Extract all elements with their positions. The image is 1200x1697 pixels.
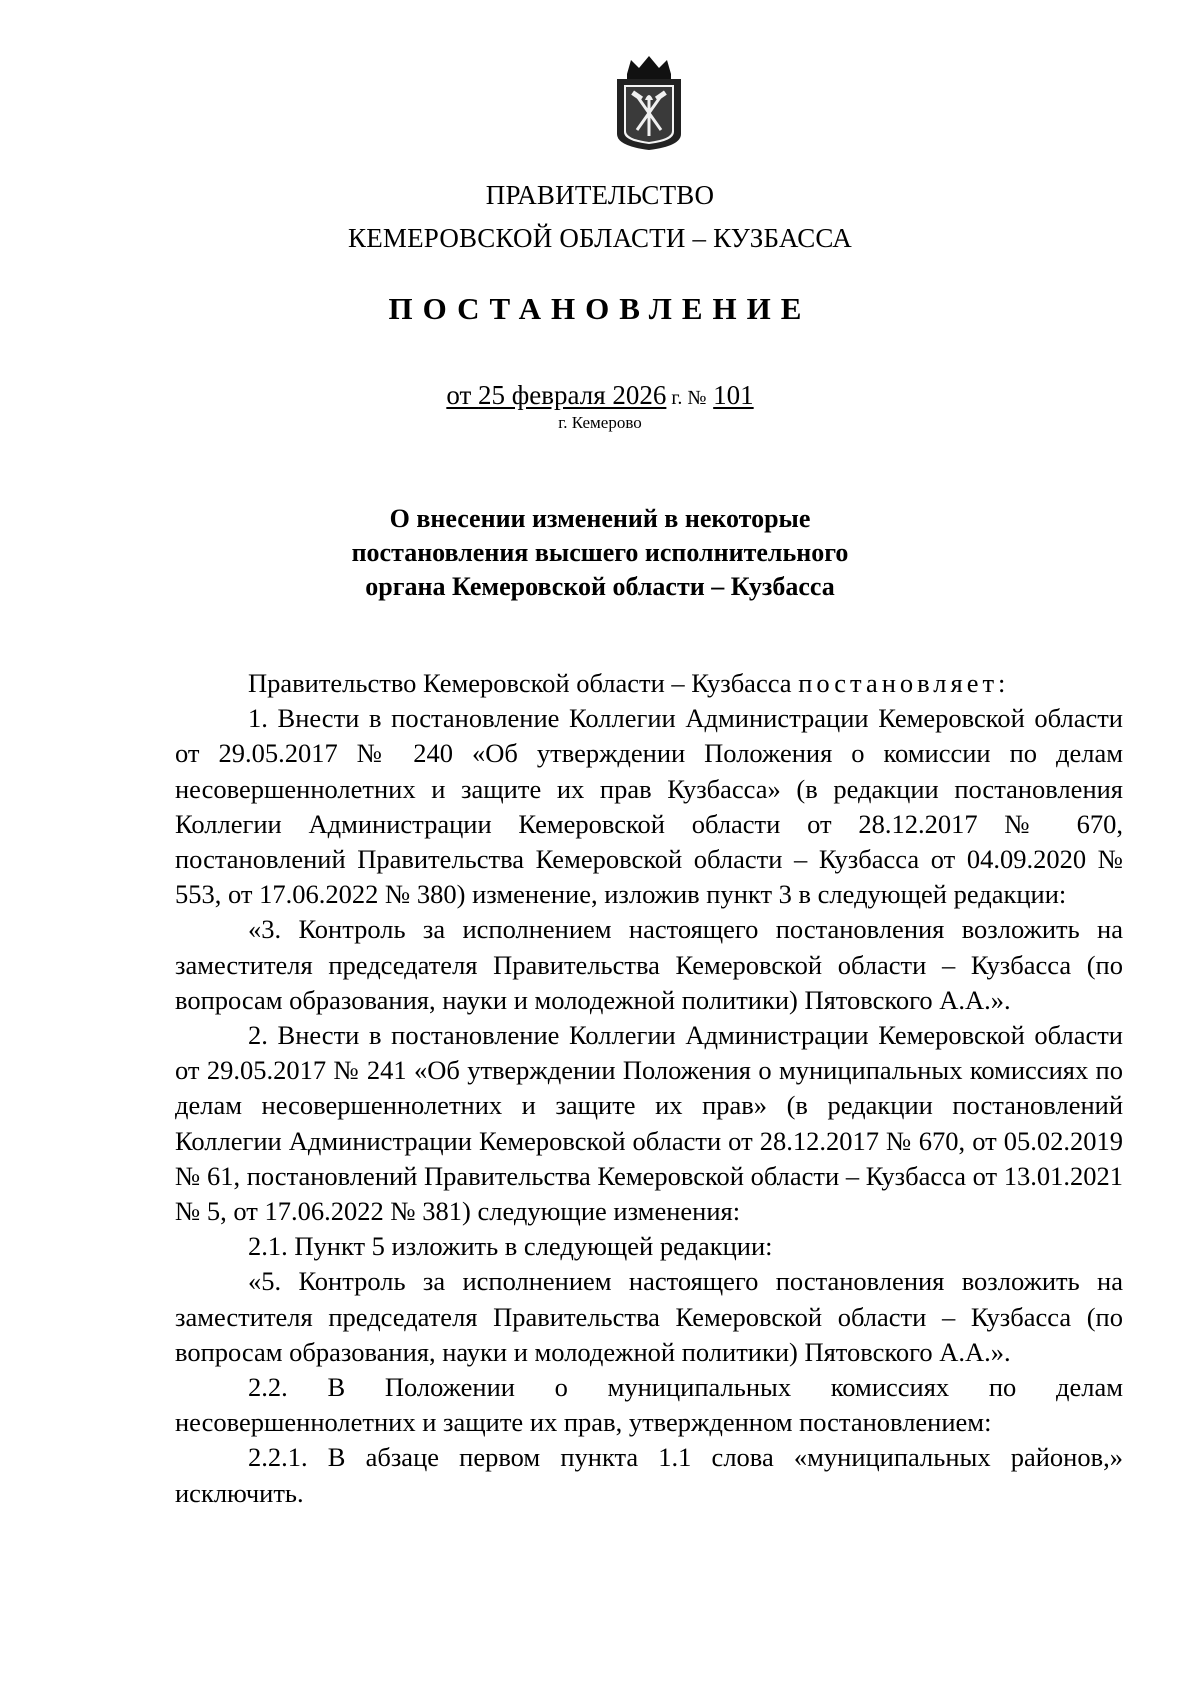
document-number: 101 — [713, 380, 754, 410]
org-name-line2: КЕМЕРОВСКОЙ ОБЛАСТИ – КУЗБАССА — [348, 223, 852, 253]
paragraph-1: 1. Внести в постановление Коллегии Администрации Кемеровской области от 29.05.2017 № 240 «Об утверждении Положения о комиссии по делам несовершеннолетних и защите их прав Кузбасса» (в редакции постановления Коллегии Администрации Кемеровской области от 28.12.2017 № 670, постановлений Правительства Кемеровской области – Кузбасса от 04.09.2020 № 553, от 17.06.2022 № 380) изменение, изложив пункт 3 в следующей редакции: — [175, 703, 1123, 910]
title-line: О внесении изменений в некоторые — [389, 504, 811, 533]
paragraph-2-2-1: 2.2.1. В абзаце первом пункта 1.1 слова «муниципальных районов,» исключить. — [175, 1442, 1123, 1508]
paragraph-2: 2. Внести в постановление Коллегии Администрации Кемеровской области от 29.05.2017 № 241 «Об утверждении Положения о муниципальных комиссиях по делам несовершеннолетних и защите их прав» (в редакции постановлений Коллегии Администрации Кемеровской области от 28.12.2017 № 670, от 05.02.2019 № 61, постановлений Правительства Кемеровской области – Кузбасса от 13.01.2021 № 5, от 17.06.2022 № 381) следующие изменения: — [175, 1020, 1123, 1227]
preamble-text: Правительство Кемеровской области – Кузбасса — [248, 668, 799, 698]
paragraph-2-2: 2.2. В Положении о муниципальных комиссиях по делам несовершеннолетних и защите их прав, утвержденном постановлением: — [175, 1372, 1123, 1438]
number-sign: № — [687, 387, 707, 409]
title-line: органа Кемеровской области – Кузбасса — [365, 572, 835, 601]
year-suffix: г. — [666, 387, 688, 409]
document-body — [175, 666, 1123, 1511]
paragraph-1-quote: «3. Контроль за исполнением настоящего постановления возложить на заместителя председателя Правительства Кемеровской области – Кузбасса (по вопросам образования, науки и молодежной политики) Пятовского А.А.». — [175, 914, 1123, 1015]
coat-of-arms-icon — [613, 52, 685, 152]
org-name-line1: ПРАВИТЕЛЬСТВО — [485, 180, 715, 210]
preamble-verb: постановляет: — [798, 668, 1010, 698]
city: г. Кемерово — [558, 413, 642, 432]
paragraph-2-1-quote: «5. Контроль за исполнением настоящего постановления возложить на заместителя председателя Правительства Кемеровской области – Кузбасса (по вопросам образования, науки и молодежной политики) Пятовского А.А.». — [175, 1266, 1123, 1367]
preamble — [175, 666, 1123, 701]
document-title — [0, 502, 1200, 604]
document-type: ПОСТАНОВЛЕНИЕ — [388, 291, 812, 326]
paragraph-2-1: 2.1. Пункт 5 изложить в следующей редакции: — [248, 1231, 773, 1262]
date-prefix: от — [446, 380, 479, 410]
date-number-line — [0, 380, 1200, 411]
document-date: 25 февраля 2026 — [478, 380, 667, 410]
title-line: постановления высшего исполнительного — [351, 538, 849, 567]
